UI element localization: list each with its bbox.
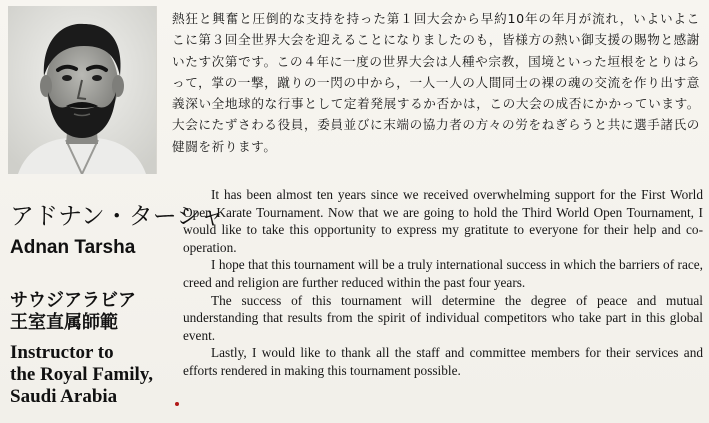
title-en-line2: the Royal Family, [10, 364, 154, 385]
decorative-dot [175, 402, 179, 406]
person-title-jp [10, 290, 136, 334]
title-jp-line1: サウジアラビア [10, 290, 136, 311]
message-jp: 熱狂と興奮と圧倒的な支持を持った第１回大会から早約10年の年月が流れ，いよいよここに第３回全世界大会を迎えることになりましたのも，皆様方の熱い御支援の賜物と感謝いたす次第です。この４年に一度の世界大会は人種や宗教，国境といった垣根をとりはらって，掌の一撃，蹴りの一閃の中から，一人一人の人間同士の裸の魂の交流を作り出す意義深い全地球的な行事として定着発展するか否かは，この大会の成否にかかっています。大会にたずさわる役員，委員並びに末端の協力者の方々の労をねぎらうと共に選手諸氏の健闘を祈ります。 [172, 11, 700, 154]
person-title-en [10, 342, 153, 408]
message-en-paragraph-1: It has been almost ten years since we received overwhelming support for the First World Open Karate Tournament. Now that we are going to hold the Third World Open Tournament, I would like to take this opportunity to express my gratitute to everyone for their help and co-operation. [183, 187, 703, 255]
portrait-photo [8, 6, 157, 174]
portrait-illustration [8, 6, 156, 174]
message-en-paragraph-3: The success of this tournament will determine the degree of peace and mutual understanding that results from the spirit of individual competitors who take part in this global event. [183, 292, 703, 343]
title-jp-line2: 王室直属師範 [10, 312, 118, 333]
title-en-line3: Saudi Arabia [10, 386, 118, 407]
message-en-paragraph-2: I hope that this tournament will be a truly international success in which the barriers of race, creed and religion are further reduced within the past four years. [183, 257, 703, 290]
message-en-paragraph-4: Lastly, I would like to thank all the staff and committee members for their services and efforts rendered in making this tournament possible. [183, 345, 703, 378]
title-en-line1: Instructor to [10, 342, 114, 363]
person-name-jp: アドナン・ターシャ [10, 202, 224, 230]
person-name-en: Adnan Tarsha [10, 237, 136, 258]
message-en [183, 186, 703, 380]
